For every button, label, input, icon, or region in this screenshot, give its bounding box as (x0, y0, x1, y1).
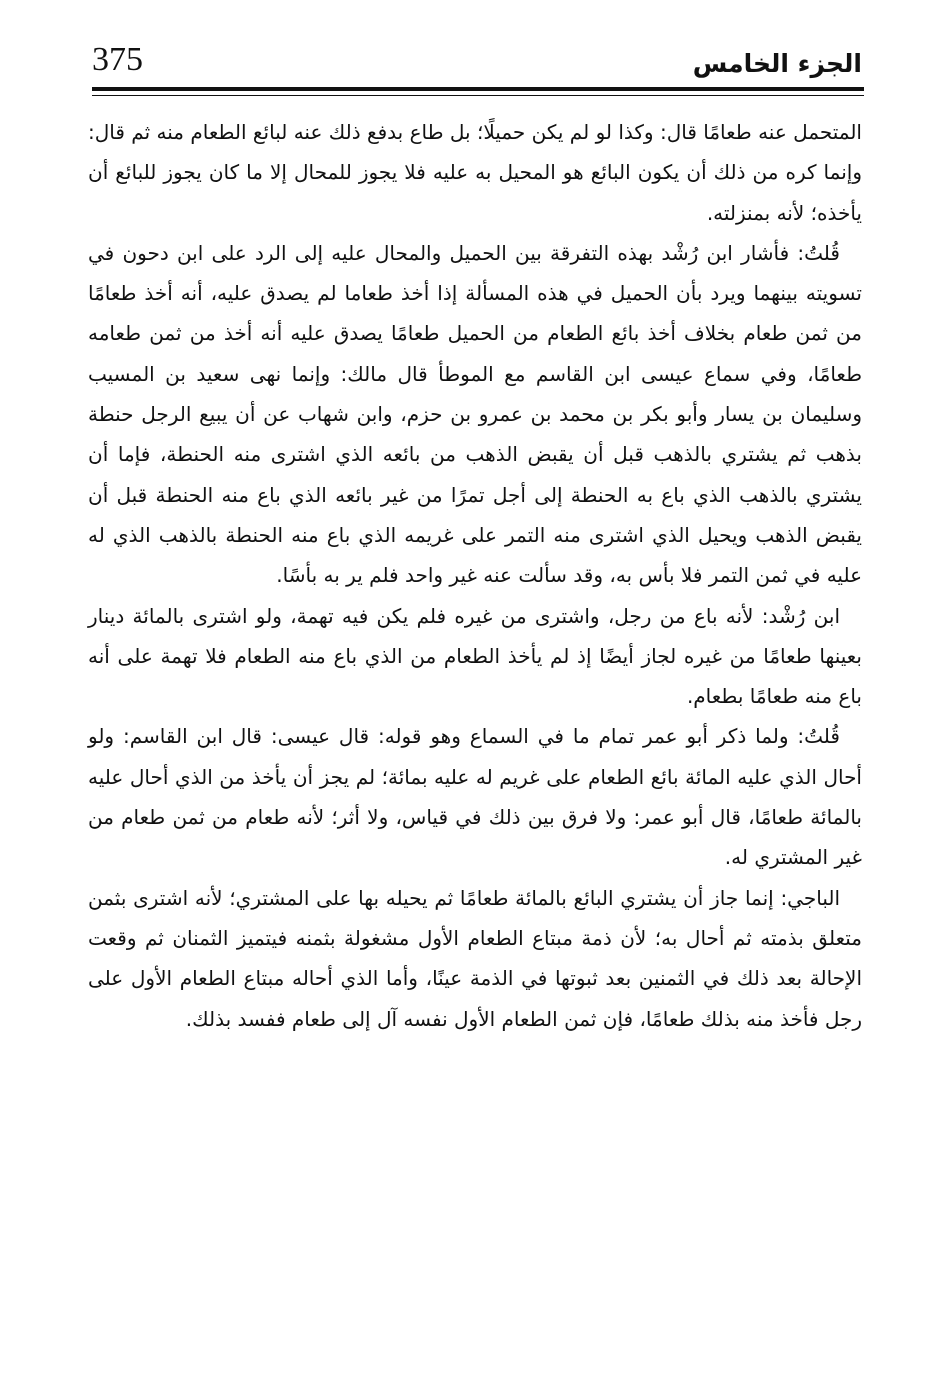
paragraph: ابن رُشْد: لأنه باع من رجل، واشترى من غيره فلم يكن فيه تهمة، ولو اشترى بالمائة دينار بعينها طعامًا من غيره لجاز أيضًا إذ لم يأخذ الطعام من الذي باع منه الطعام فلا تهمة على أنه باع منه طعامًا بطعام. (88, 603, 862, 709)
paragraph: الباجي: إنما جاز أن يشتري البائع بالمائة طعامًا ثم يحيله بها على المشتري؛ لأنه اشترى بثمن متعلق بذمته ثم أحال به؛ لأن ذمة مبتاع الطعام الأول مشغولة بثمنه فيتميز الثمنان ثم وقعت الإحالة بعد ذلك في الثمنين بعد ثبوتها في الذمة عينًا، وأما الذي أحاله مبتاع الطعام الأول على رجل فأخذ منه بذلك طعامًا، فإن ثمن الطعام الأول نفسه آل إلى طعام ففسد بذلك. (88, 885, 862, 1031)
page-number: 375 (92, 41, 143, 78)
paragraph: قُلتُ: ولما ذكر أبو عمر تمام ما في السماع وهو قوله: قال عيسى: قال ابن القاسم: ولو أحال الذي عليه المائة بائع الطعام على غريم له عليه بمائة؛ لم يجز أن يأخذ من الذي أحال عليه بالمائة طعامًا، قال أبو عمر: ولا فرق بين ذلك في قياس، ولا أثر؛ لأنه طعام من ثمن طعام من غير المشتري له. (88, 724, 862, 870)
paragraph: المتحمل عنه طعامًا قال: وكذا لو لم يكن حميلًا؛ بل طاع بدفع ذلك عنه لبائع الطعام منه ثم قال: وإنما كره من ذلك أن يكون البائع هو المحيل به عليه فلا يجوز للمحال إلا ما كان يجوز للبائع أن يأخذه؛ لأنه بمنزلته. (88, 120, 862, 225)
running-title: الجزء الخامس (692, 49, 862, 78)
main-text (88, 112, 862, 1039)
header-rule-thick (92, 87, 864, 91)
page-header (92, 38, 862, 94)
paragraph: قُلتُ: فأشار ابن رُشْد بهذه التفرقة بين الحميل والمحال عليه إلى الرد على ابن دحون في تسويته بينهما ويرد بأن الحميل في هذه المسألة إذا أخذ طعاما لم يصدق عليه، أنه أخذ طعامًا من ثمن طعام بخلاف أخذ بائع الطعام من الحميل طعامًا يصدق عليه أنه أخذ من ثمن طعامه طعامًا، وفي سماع عيسى ابن القاسم مع الموطأ قال مالك: وإنما نهى سعيد بن المسيب وسليمان بن يسار وأبو بكر بن محمد بن عمرو بن حزم، وابن شهاب عن أن يبيع الرجل حنطة بذهب ثم يشتري بالذهب قبل أن يقبض الذهب من بائعه الذي اشترى منه الحنطة، فإما أن يشتري بالذهب الذي باع به الحنطة إلى أجل تمرًا من غير بائعه الذي باع منه الحنطة قبل أن يقبض الذهب ويحيل الذي اشترى منه التمر على غريمه الذي باع منه الحنطة بالذهب الذي له عليه في ثمن التمر فلا بأس به، وقد سألت عنه غير واحد فلم ير به بأسًا. (88, 240, 862, 588)
header-rule-thin (92, 95, 864, 96)
